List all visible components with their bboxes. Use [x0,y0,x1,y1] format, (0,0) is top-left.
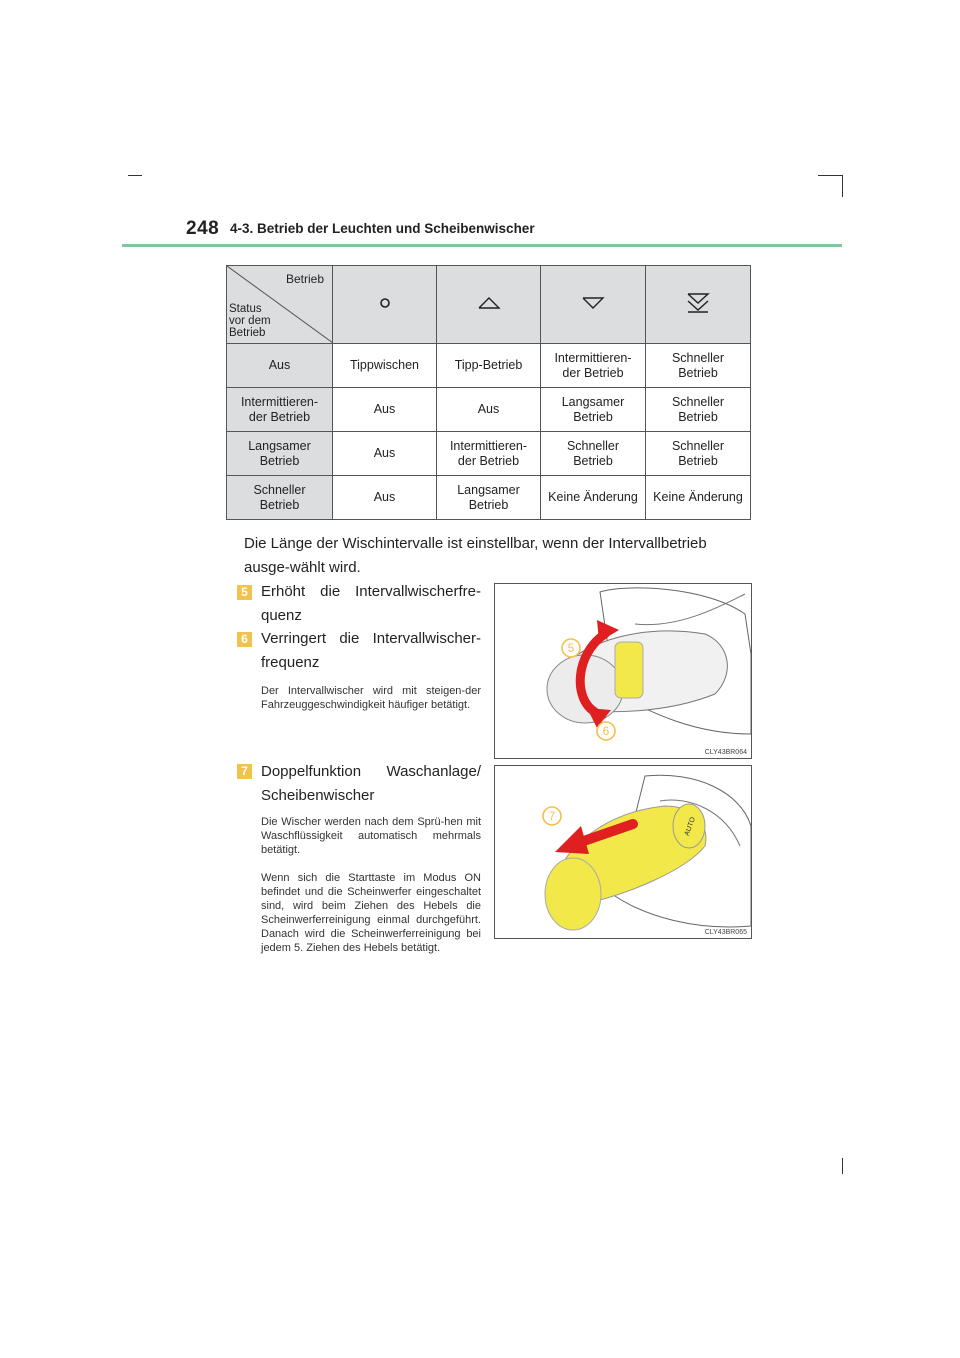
wiper-lever-illustration [495,584,751,758]
up-triangle-icon [437,266,541,344]
table-cell: Intermittieren- der Betrieb [227,388,333,432]
table-cell: Langsamer Betrieb [227,432,333,476]
wiper-lever-illustration [495,766,751,938]
corner-label-operation: Betrieb [285,272,324,286]
corner-label-status: Status vor dem Betrieb [229,303,271,339]
table-cell: Schneller Betrieb [227,476,333,520]
crop-mark [818,175,842,176]
item-7-text: Doppelfunktion Waschanlage/ Scheibenwischer [261,763,481,804]
callout-6: 6 [602,724,610,738]
callout-5: 5 [567,641,575,655]
crop-mark [842,1158,843,1174]
table-row [227,432,751,476]
wiper-operation-table [226,265,751,520]
table-cell: Langsamer Betrieb [437,476,541,520]
ring-icon [333,266,437,344]
table-header-row [227,266,751,344]
table-cell: Intermittieren- der Betrieb [541,344,646,388]
table-corner-cell [227,266,333,344]
item-number-badge: 6 [237,632,252,647]
item-7-note: Die Wischer werden nach dem Sprü-hen mit Waschflüssigkeit automatisch mehrmals betätigt. [261,816,481,856]
intro-paragraph: Die Länge der Wischintervalle ist einstellbar, wenn der Intervallbetrieb ausge-wählt wird. [244,535,707,576]
item-number-badge: 5 [237,585,252,600]
table-cell: Aus [333,388,437,432]
page-number: 248 [186,218,220,239]
section-title: 4-3. Betrieb der Leuchten und Scheibenwischer [230,221,535,236]
double-down-triangle-icon [646,266,751,344]
table-row [227,388,751,432]
table-cell: Intermittieren- der Betrieb [437,432,541,476]
table-cell: Tipp-Betrieb [437,344,541,388]
item-6-note: Der Intervallwischer wird mit steigen-der Fahrzeuggeschwindigkeit häufiger betätigt. [261,685,481,711]
table-cell: Schneller Betrieb [646,344,751,388]
table-cell: Langsamer Betrieb [541,388,646,432]
table-cell: Aus [227,344,333,388]
figure-caption: CLY43BR065 [704,929,747,936]
table-cell: Schneller Betrieb [646,432,751,476]
table-cell: Aus [333,476,437,520]
item-5-text: Erhöht die Intervallwischerfre-quenz [261,583,481,624]
figure-caption: CLY43BR064 [704,749,747,756]
crop-mark [842,175,843,197]
table-row [227,476,751,520]
table-cell: Tippwischen [333,344,437,388]
header-rule [122,244,842,247]
crop-mark [128,175,142,176]
item-7-note-2: Wenn sich die Starttaste im Modus ON befindet und die Scheinwerfer eingeschaltet sind, wird beim Ziehen des Hebels die Scheinwerferreinigung einmal durchgeführt. Danach wird die Scheinwerferreinigung bei jedem 5. Ziehen des Hebels betätigt. [261,872,481,954]
table-cell: Keine Änderung [541,476,646,520]
table-cell: Schneller Betrieb [646,388,751,432]
table-cell: Aus [333,432,437,476]
wiper-lever-figure-2 [494,765,752,939]
table-cell: Keine Änderung [646,476,751,520]
item-6-text: Verringert die Intervallwischer-frequenz [261,630,481,671]
callout-7: 7 [548,809,556,823]
table-cell: Schneller Betrieb [541,432,646,476]
item-number-badge: 7 [237,764,252,779]
auto-knob-label: AUTO [683,816,698,837]
wiper-lever-figure-1 [494,583,752,759]
down-triangle-icon [541,266,646,344]
table-row [227,344,751,388]
table-cell: Aus [437,388,541,432]
